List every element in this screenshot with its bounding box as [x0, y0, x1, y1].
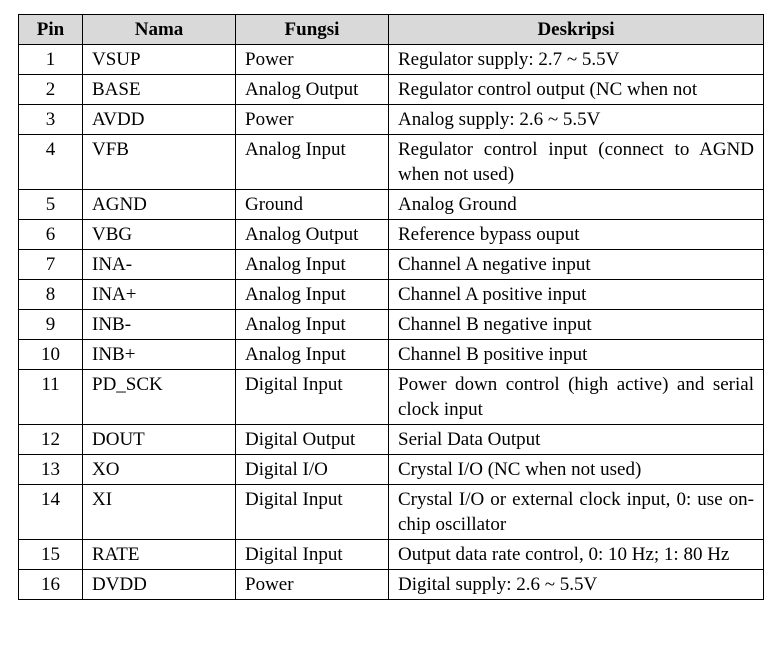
- name-cell: RATE: [83, 540, 236, 570]
- header-nama: Nama: [83, 15, 236, 45]
- function-cell: Digital Output: [236, 425, 389, 455]
- name-cell: BASE: [83, 75, 236, 105]
- table-row: [19, 425, 764, 455]
- description-cell: Digital supply: 2.6 ~ 5.5V: [389, 570, 764, 600]
- description-cell: Crystal I/O or external clock input, 0: use on-chip oscillator: [389, 485, 764, 540]
- description-cell: Channel B positive input: [389, 340, 764, 370]
- function-cell: Analog Input: [236, 250, 389, 280]
- description-cell: Regulator control input (connect to AGND when not used): [389, 135, 764, 190]
- function-cell: Digital I/O: [236, 455, 389, 485]
- table-row: [19, 280, 764, 310]
- function-cell: Analog Output: [236, 75, 389, 105]
- table-row: [19, 135, 764, 190]
- table-row: [19, 540, 764, 570]
- pin-cell: 4: [19, 135, 83, 190]
- pin-cell: 1: [19, 45, 83, 75]
- table-row: [19, 45, 764, 75]
- table-row: [19, 485, 764, 540]
- function-cell: Ground: [236, 190, 389, 220]
- pin-cell: 10: [19, 340, 83, 370]
- description-cell: Output data rate control, 0: 10 Hz; 1: 80 Hz: [389, 540, 764, 570]
- description-cell: Channel A positive input: [389, 280, 764, 310]
- table-row: [19, 220, 764, 250]
- name-cell: VBG: [83, 220, 236, 250]
- table-row: [19, 310, 764, 340]
- function-cell: Power: [236, 570, 389, 600]
- pin-cell: 5: [19, 190, 83, 220]
- table-row: [19, 455, 764, 485]
- description-cell: Serial Data Output: [389, 425, 764, 455]
- header-deskripsi: Deskripsi: [389, 15, 764, 45]
- pin-cell: 8: [19, 280, 83, 310]
- name-cell: VFB: [83, 135, 236, 190]
- pin-cell: 14: [19, 485, 83, 540]
- description-cell: Regulator supply: 2.7 ~ 5.5V: [389, 45, 764, 75]
- pin-cell: 3: [19, 105, 83, 135]
- description-cell: Power down control (high active) and serial clock input: [389, 370, 764, 425]
- name-cell: INB-: [83, 310, 236, 340]
- table-row: [19, 370, 764, 425]
- function-cell: Analog Input: [236, 310, 389, 340]
- name-cell: INA+: [83, 280, 236, 310]
- function-cell: Analog Input: [236, 135, 389, 190]
- description-cell: Analog Ground: [389, 190, 764, 220]
- pin-cell: 6: [19, 220, 83, 250]
- description-cell: Channel B negative input: [389, 310, 764, 340]
- description-cell: Channel A negative input: [389, 250, 764, 280]
- pin-cell: 13: [19, 455, 83, 485]
- pin-cell: 12: [19, 425, 83, 455]
- description-cell: Regulator control output (NC when not: [389, 75, 764, 105]
- function-cell: Digital Input: [236, 485, 389, 540]
- table-row: [19, 190, 764, 220]
- table-row: [19, 105, 764, 135]
- pin-cell: 9: [19, 310, 83, 340]
- table-row: [19, 75, 764, 105]
- name-cell: XO: [83, 455, 236, 485]
- name-cell: VSUP: [83, 45, 236, 75]
- table-row: [19, 340, 764, 370]
- table-row: [19, 250, 764, 280]
- name-cell: XI: [83, 485, 236, 540]
- pin-cell: 15: [19, 540, 83, 570]
- name-cell: DVDD: [83, 570, 236, 600]
- name-cell: INB+: [83, 340, 236, 370]
- header-fungsi: Fungsi: [236, 15, 389, 45]
- name-cell: AVDD: [83, 105, 236, 135]
- pin-cell: 16: [19, 570, 83, 600]
- table-body: [19, 45, 764, 600]
- pin-description-table: [18, 14, 764, 600]
- pin-cell: 7: [19, 250, 83, 280]
- name-cell: AGND: [83, 190, 236, 220]
- function-cell: Power: [236, 45, 389, 75]
- description-cell: Analog supply: 2.6 ~ 5.5V: [389, 105, 764, 135]
- function-cell: Analog Input: [236, 280, 389, 310]
- name-cell: PD_SCK: [83, 370, 236, 425]
- function-cell: Digital Input: [236, 540, 389, 570]
- table-header-row: [19, 15, 764, 45]
- name-cell: DOUT: [83, 425, 236, 455]
- header-pin: Pin: [19, 15, 83, 45]
- function-cell: Power: [236, 105, 389, 135]
- description-cell: Reference bypass ouput: [389, 220, 764, 250]
- function-cell: Digital Input: [236, 370, 389, 425]
- function-cell: Analog Input: [236, 340, 389, 370]
- name-cell: INA-: [83, 250, 236, 280]
- pin-cell: 2: [19, 75, 83, 105]
- table-row: [19, 570, 764, 600]
- description-cell: Crystal I/O (NC when not used): [389, 455, 764, 485]
- pin-cell: 11: [19, 370, 83, 425]
- function-cell: Analog Output: [236, 220, 389, 250]
